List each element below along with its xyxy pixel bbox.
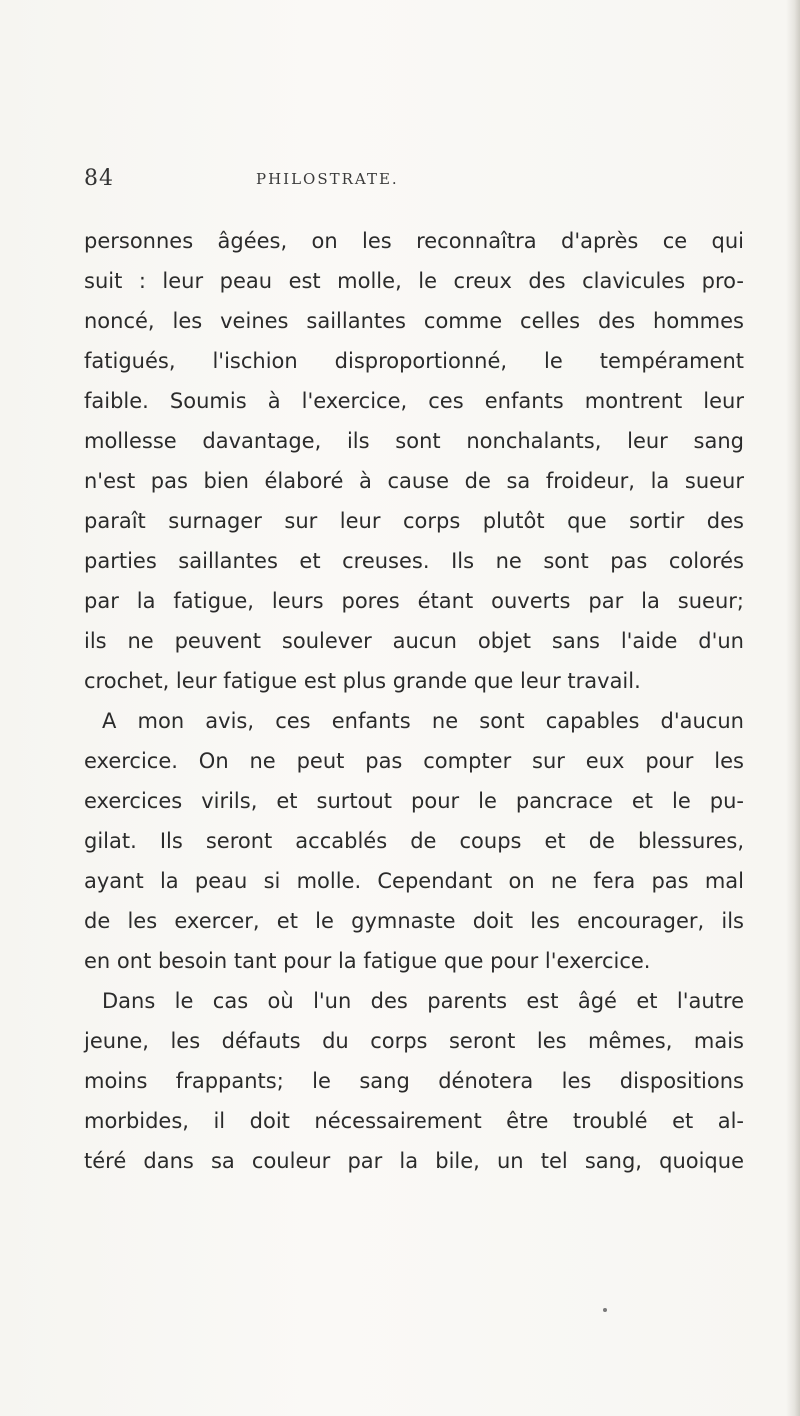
running-head	[84, 166, 744, 196]
text-body	[84, 221, 744, 1181]
text-line: parties saillantes et creuses. Ils ne sont pas colorés	[84, 549, 744, 573]
text-line: ayant la peau si molle. Cependant on ne fera pas mal	[84, 869, 744, 893]
text-line: exercice. On ne peut pas compter sur eux pour les	[84, 749, 744, 773]
text-line: téré dans sa couleur par la bile, un tel sang, quoique	[84, 1149, 744, 1173]
text-line: noncé, les veines saillantes comme celles des hommes	[84, 309, 744, 333]
page-edge-shadow	[786, 0, 800, 1416]
text-line: fatigués, l'ischion disproportionné, le tempérament	[84, 349, 744, 373]
text-line: en ont besoin tant pour la fatigue que pour l'exercice.	[84, 949, 651, 973]
text-line: mollesse davantage, ils sont nonchalants, leur sang	[84, 429, 744, 453]
text-line: moins frappants; le sang dénotera les dispositions	[84, 1069, 744, 1093]
text-line: A mon avis, ces enfants ne sont capables d'aucun	[102, 709, 744, 733]
text-line: exercices virils, et surtout pour le pancrace et le pu-	[84, 789, 744, 813]
text-line: jeune, les défauts du corps seront les mêmes, mais	[84, 1029, 744, 1053]
text-line: ils ne peuvent soulever aucun objet sans l'aide d'un	[84, 629, 744, 653]
text-line: crochet, leur fatigue est plus grande que leur travail.	[84, 669, 641, 693]
ink-speck	[603, 1308, 607, 1312]
running-title: PHILOSTRATE.	[256, 170, 399, 188]
text-line: gilat. Ils seront accablés de coups et de blessures,	[84, 829, 744, 853]
page-number: 84	[84, 166, 114, 191]
text-line: suit : leur peau est molle, le creux des clavicules pro-	[84, 269, 744, 293]
text-line: personnes âgées, on les reconnaîtra d'après ce qui	[84, 229, 744, 253]
text-line: Dans le cas où l'un des parents est âgé et l'autre	[102, 989, 744, 1013]
text-line: n'est pas bien élaboré à cause de sa froideur, la sueur	[84, 469, 744, 493]
text-line: par la fatigue, leurs pores étant ouverts par la sueur;	[84, 589, 744, 613]
text-line: morbides, il doit nécessairement être troublé et al-	[84, 1109, 744, 1133]
text-line: paraît surnager sur leur corps plutôt que sortir des	[84, 509, 744, 533]
text-line: de les exercer, et le gymnaste doit les encourager, ils	[84, 909, 744, 933]
text-line: faible. Soumis à l'exercice, ces enfants montrent leur	[84, 389, 744, 413]
